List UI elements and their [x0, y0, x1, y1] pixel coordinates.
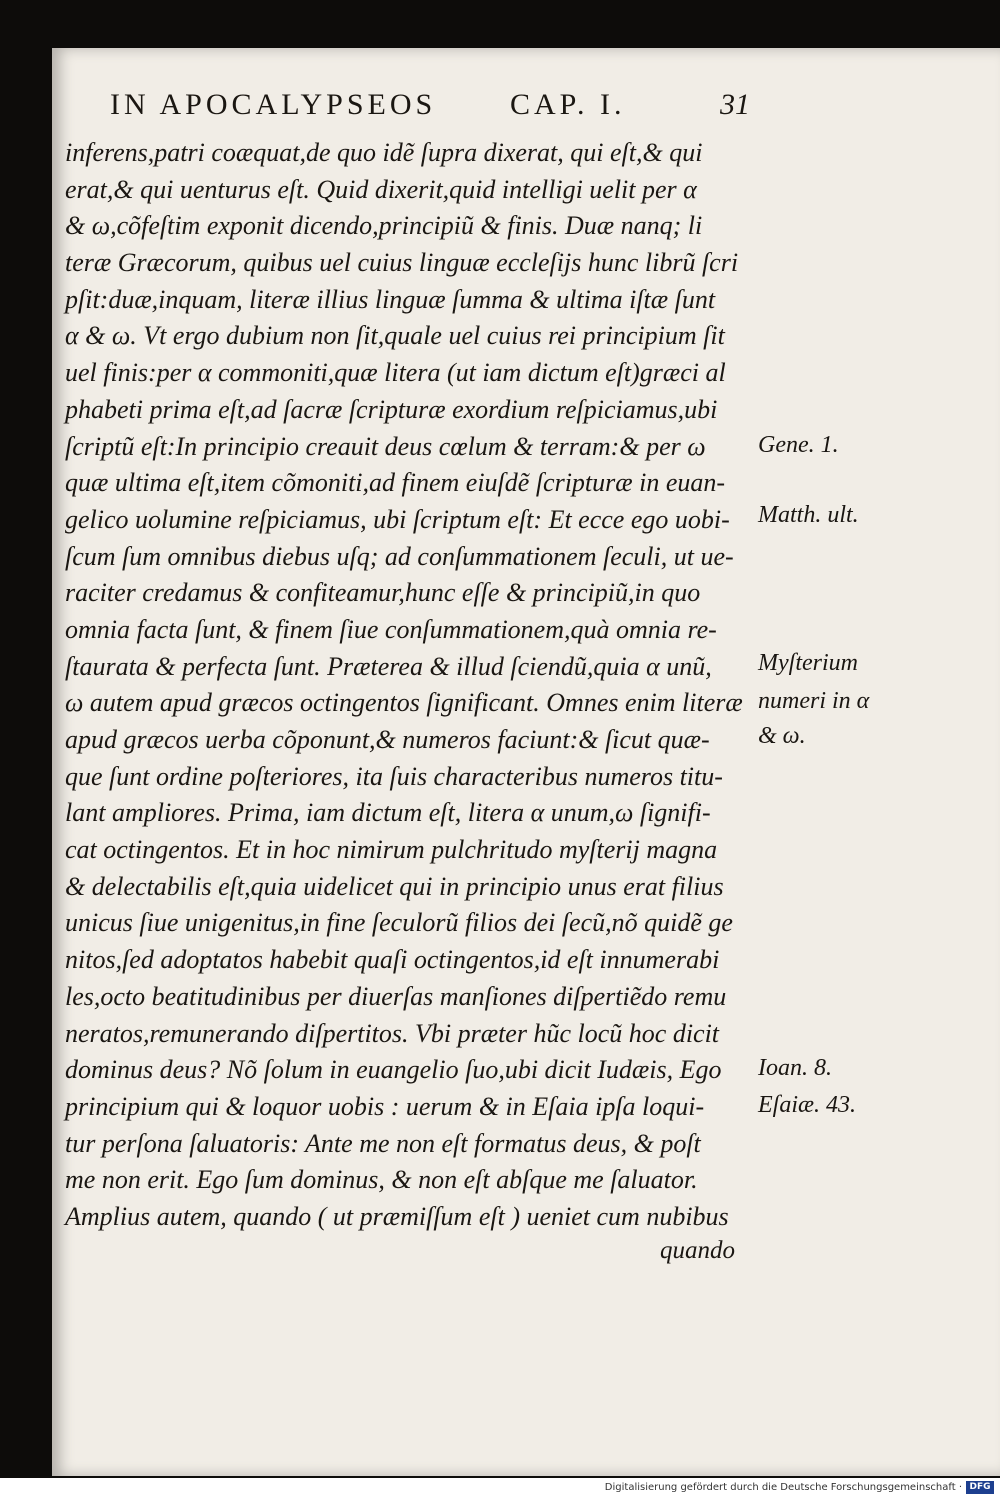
- text-line: tur perſona ſaluatoris: Ante me non eſt formatus deus, & poſt: [65, 1128, 701, 1158]
- text-line: inferens,patri coæquat,de quo idẽ ſupra dixerat, qui eſt,& qui: [65, 138, 703, 167]
- text-line: apud græcos uerba cõponunt,& numeros faciunt:& ſicut quæ-: [65, 725, 710, 754]
- digitization-footer: [0, 1478, 1000, 1499]
- marginal-note-numeri: numeri in α: [758, 688, 870, 714]
- text-line: Amplius autem, quando ( ut præmiſſum eſt ) ueniet cum nubibus: [65, 1201, 729, 1231]
- text-line: erat,& qui uenturus eſt. Quid dixerit,quid intelligi uelit per α: [65, 174, 697, 204]
- running-head-title: IN APOCALYPSEOS: [110, 88, 437, 121]
- text-line: phabeti prima eſt,ad ſacræ ſcripturæ exordium reſpiciamus,ubi: [65, 394, 718, 424]
- text-line: ſcum ſum omnibus diebus uſq; ad conſummationem ſeculi, ut ue-: [65, 541, 734, 571]
- text-line: ſcriptũ eſt:In principio creauit deus cœlum & terram:& per ω: [65, 431, 706, 461]
- text-line: & ω,cõfeſtim exponit dicendo,principiũ & finis. Duæ nanq; li: [65, 211, 703, 241]
- text-line: ω autem apud græcos octingentos ſignificant. Omnes enim literæ: [65, 688, 743, 718]
- text-line: uel finis:per α commoniti,quæ litera (ut iam dictum eſt)græci al: [65, 358, 726, 388]
- text-line: ſtaurata & perfecta ſunt. Præterea & illud ſciendũ,quia α unũ,: [65, 651, 712, 681]
- text-line: unicus ſiue unigenitus,in fine ſeculorũ filios dei ſecũ,nõ quidẽ ge: [65, 908, 733, 938]
- text-line: les,octo beatitudinibus per diuerſas manſiones diſpertiẽdo remu: [65, 981, 727, 1011]
- text-line: pſit:duæ,inquam, literæ illius linguæ ſumma & ultima iſtæ ſunt: [65, 284, 716, 314]
- running-head: [110, 88, 760, 128]
- running-head-chapter: CAP. I.: [510, 88, 626, 121]
- marginal-note-mysterium: Myſterium: [758, 650, 858, 676]
- marginal-note-alpha-omega: & ω.: [758, 723, 806, 749]
- marginal-note-genesis: Gene. 1.: [758, 432, 839, 458]
- text-line: gelico uolumine reſpiciamus, ubi ſcriptum eſt: Et ecce ego uobi-: [65, 504, 730, 534]
- marginal-note-isaiah: Eſaiæ. 43.: [758, 1092, 857, 1118]
- text-line: neratos,remunerando diſpertitos. Vbi præter hũc locũ hoc dicit: [65, 1018, 720, 1048]
- text-line: & delectabilis eſt,quia uidelicet qui in principio unus erat filius: [65, 871, 724, 901]
- text-line: raciter credamus & confiteamur,hunc eſſe & principiũ,in quo: [65, 578, 701, 608]
- text-line: cat octingentos. Et in hoc nimirum pulchritudo myſterij magna: [65, 835, 718, 865]
- folio-number: 31: [720, 88, 750, 121]
- text-line: lant ampliores. Prima, iam dictum eſt, litera α unum,ω ſignifi-: [65, 798, 711, 828]
- funding-credit: Digitalisierung gefördert durch die Deutsche Forschungsgemeinschaft ·: [604, 1482, 962, 1493]
- text-line: principium qui & loquor uobis : uerum & in Eſaia ipſa loqui-: [65, 1091, 705, 1121]
- catchword: quando: [660, 1237, 735, 1264]
- main-text-block: [65, 135, 765, 1236]
- marginal-note-matthew: Matth. ult.: [758, 502, 859, 528]
- text-line: quæ ultima eſt,item cõmoniti,ad finem eiuſdẽ ſcripturæ in euan-: [65, 468, 726, 498]
- text-line: nitos,ſed adoptatos habebit quaſi octingentos,id eſt innumerabi: [65, 945, 720, 975]
- text-line: me non erit. Ego ſum dominus, & non eſt abſque me ſaluator.: [65, 1165, 698, 1195]
- text-line: omnia facta ſunt, & finem ſiue conſummationem,quà omnia re-: [65, 614, 717, 644]
- text-line: α & ω. Vt ergo dubium non ſit,quale uel cuius rei principium ſit: [65, 321, 725, 351]
- text-line: teræ Græcorum, quibus uel cuius linguæ eccleſijs hunc librũ ſcri: [65, 248, 739, 278]
- dfg-logo: DFG: [966, 1481, 994, 1494]
- marginal-note-john: Ioan. 8.: [758, 1055, 832, 1081]
- text-line: dominus deus? Nõ ſolum in euangelio ſuo,ubi dicit Iudæis, Ego: [65, 1055, 722, 1085]
- text-line: que ſunt ordine poſteriores, ita ſuis characteribus numeros titu-: [65, 761, 723, 791]
